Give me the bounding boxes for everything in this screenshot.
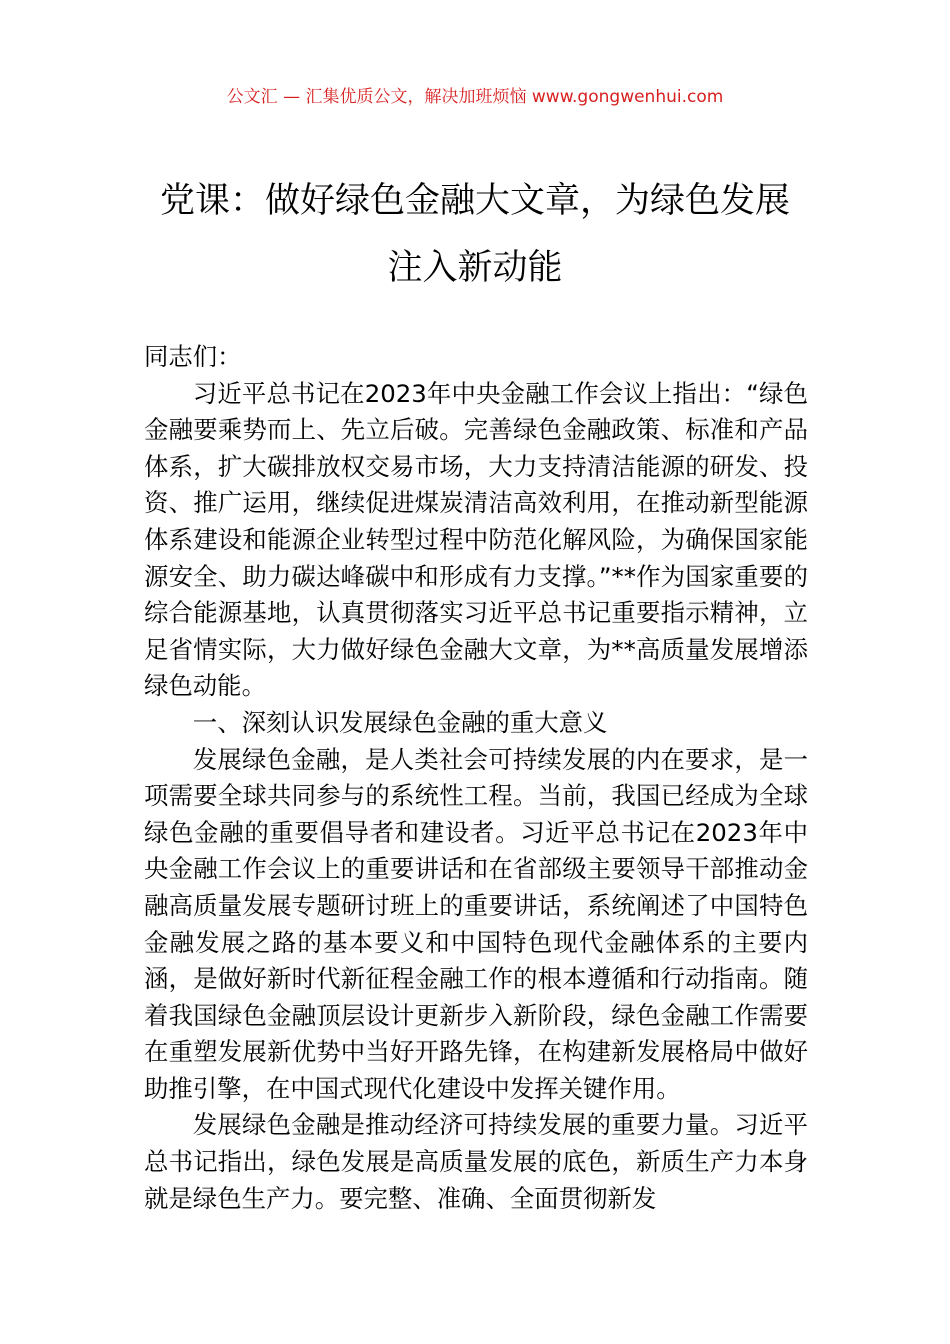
paragraph: 发展绿色金融是推动经济可持续发展的重要力量。习近平总书记指出，绿色发展是高质量发展的底色，新质生产力本身就是绿色生产力。要完整、准确、全面贯彻新发 bbox=[144, 1110, 808, 1213]
paragraph: 发展绿色金融，是人类社会可持续发展的内在要求，是一项需要全球共同参与的系统性工程。当前，我国已经成为全球绿色金融的重要倡导者和建设者。习近平总书记在2023年中央金融工作会议上的重要讲话和在省部级主要领导干部推动金融高质量发展专题研讨班上的重要讲话，系统阐述了中国特色金融发展之路的基本要义和中国特色现代金融体系的主要内涵，是做好新时代新征程金融工作的根本遵循和行动指南。随着我国绿色金融顶层设计更新步入新阶段，绿色金融工作需要在重塑发展新优势中当好开路先锋，在构建新发展格局中做好助推引擎，在中国式现代化建设中发挥关键作用。 bbox=[144, 744, 808, 1103]
paragraph: 习近平总书记在2023年中央金融工作会议上指出：“绿色金融要乘势而上、先立后破。完善绿色金融政策、标准和产品体系，扩大碳排放权交易市场，大力支持清洁能源的研发、投资、推广运用，继续促进煤炭清洁高效利用，在推动新型能源体系建设和能源企业转型过程中防范化解风险，为确保国家能源安全、助力碳达峰碳中和形成有力支撑。”**作为国家重要的综合能源基地，认真贯彻落实习近平总书记重要指示精神，立足省情实际，大力做好绿色金融大文章，为**高质量发展增添绿色动能。 bbox=[144, 378, 808, 701]
section-heading: 一、深刻认识发展绿色金融的重大意义 bbox=[192, 707, 608, 737]
page-title-continued: 注入新动能 bbox=[387, 248, 563, 288]
salutation: 同志们： bbox=[144, 342, 242, 371]
page-title: 党课：做好绿色金融大文章，为绿色发展 bbox=[159, 181, 790, 221]
header-banner: 公文汇 — 汇集优质公文，解决加班烦恼 www.gongwenhui.com bbox=[226, 87, 724, 107]
document-body bbox=[144, 339, 808, 1217]
